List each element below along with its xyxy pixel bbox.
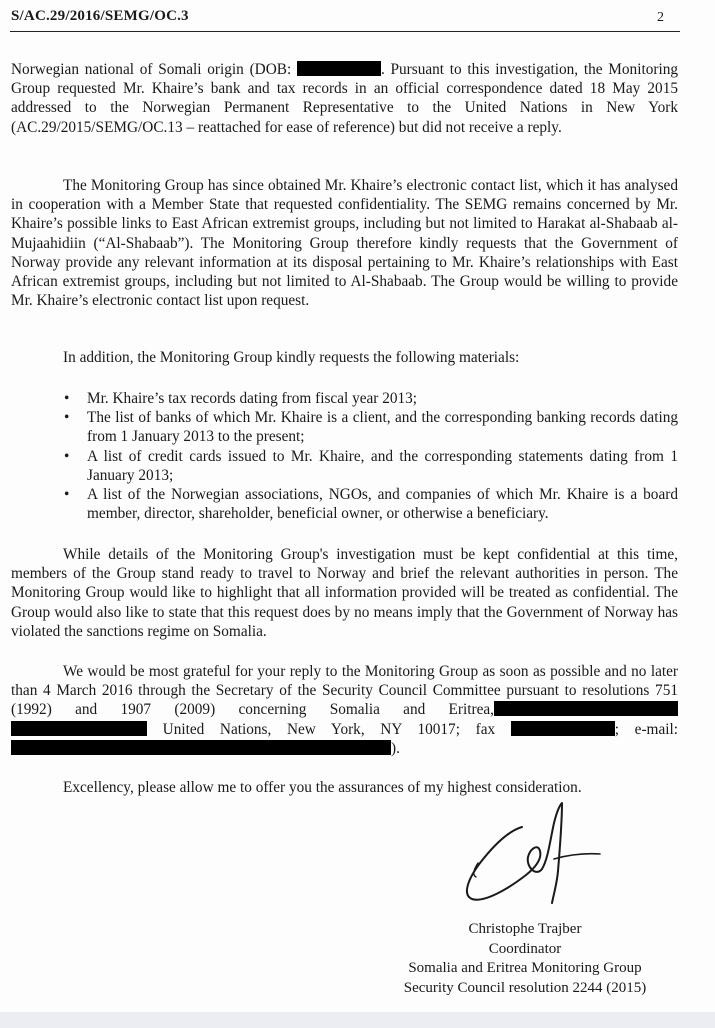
paragraph-contact-list: The Monitoring Group has since obtained Mr. Khaire’s electronic contact list, which it has analysed in cooperation with a Member State that requested confidentiality. The SEMG remains concerned by Mr. Khaire’s possible links to East African extremist groups, including but not limited to Harakat al-Shabaab al-Mujaahidiin (“Al-Shabaab”). The Monitoring Group therefore kindly requests that the Government of Norway provide any relevant information at its disposal pertaining to Mr. Khaire’s relationships with East African extremist groups, including but not limited to Al-Shabaab. The Group would be willing to provide Mr. Khaire’s electronic contact list upon request. bbox=[11, 177, 678, 310]
bullet-glyph: • bbox=[64, 447, 70, 465]
list-item: • A list of the Norwegian associations, NGOs, and companies of which Mr. Khaire is a board member, director, shareholder, beneficial owner, or otherwise a beneficiary. bbox=[64, 486, 678, 523]
viewer-bottom-bar bbox=[0, 1012, 715, 1028]
redaction-fax bbox=[511, 721, 615, 736]
materials-list bbox=[62, 389, 678, 523]
bullet-glyph: • bbox=[64, 409, 70, 427]
paragraph-text: ). bbox=[391, 739, 400, 757]
redaction-email bbox=[11, 740, 391, 755]
signature-block bbox=[370, 920, 680, 998]
paragraph-investigation bbox=[11, 60, 678, 137]
list-item: • A list of credit cards issued to Mr. Khaire, and the corresponding statements dating from 1 January 2013; bbox=[64, 447, 678, 484]
signatory-title: Coordinator bbox=[488, 940, 562, 957]
bullet-glyph: • bbox=[64, 486, 70, 504]
redaction-dob bbox=[297, 61, 381, 76]
paragraph-text: We would be most grateful for your reply to the Monitoring Group as soon as possible and no later than 4 March 2016 through the Secretary of the Security Council Committee pursuant to resolutions 751 (1992) and 1907 (2009) concerning Somalia and Eritrea, bbox=[11, 663, 678, 719]
signature-image bbox=[450, 797, 620, 912]
signatory-group: Somalia and Eritrea Monitoring Group bbox=[408, 960, 642, 976]
page-number: 2 bbox=[657, 10, 664, 25]
header-rule bbox=[10, 31, 680, 32]
list-item: • Mr. Khaire’s tax records dating from fiscal year 2013; bbox=[64, 390, 418, 407]
paragraph-reply-request bbox=[11, 662, 678, 758]
paragraph-confidentiality: While details of the Monitoring Group's investigation must be kept confidential at this time, members of the Group stand ready to travel to Norway and brief the relevant authorities in person. The Monitoring Group would like to highlight that all information provided will be treated as confidential. The Group would also like to state that this request does by no means imply that the Government of Norway has violated the sanctions regime on Somalia. bbox=[11, 546, 678, 640]
closing-line: Excellency, please allow me to offer you the assurances of my highest consideration. bbox=[63, 779, 582, 796]
signatory-name: Christophe Trajber bbox=[468, 921, 582, 937]
bullet-glyph: • bbox=[64, 390, 70, 407]
document-symbol: S/AC.29/2016/SEMG/OC.3 bbox=[11, 8, 189, 24]
redaction-address bbox=[494, 701, 678, 716]
paragraph-text: United Nations, New York, NY 10017; fax bbox=[147, 720, 511, 738]
paragraph-text: . Pursuant to this investigation, the Monitoring Group requested Mr. Khaire’s bank and tax records in an official correspondence dated 18 May 2015 addressed to the Norwegian Permanent Representative to the United Nations in New York (AC.29/2015/SEMG/OC.13 – reattached for ease of reference) but did not receive a reply. bbox=[11, 61, 678, 136]
paragraph-text: Norwegian national of Somali origin (DOB: bbox=[11, 61, 297, 78]
list-item: • The list of banks of which Mr. Khaire is a client, and the corresponding banking records dating from 1 January 2013 to the present; bbox=[64, 409, 678, 446]
redaction-address-line bbox=[11, 721, 147, 736]
signatory-resolution: Security Council resolution 2244 (2015) bbox=[403, 979, 647, 996]
paragraph-text: ; e-mail: bbox=[614, 720, 678, 738]
paragraph-materials-intro: In addition, the Monitoring Group kindly requests the following materials: bbox=[63, 349, 520, 366]
